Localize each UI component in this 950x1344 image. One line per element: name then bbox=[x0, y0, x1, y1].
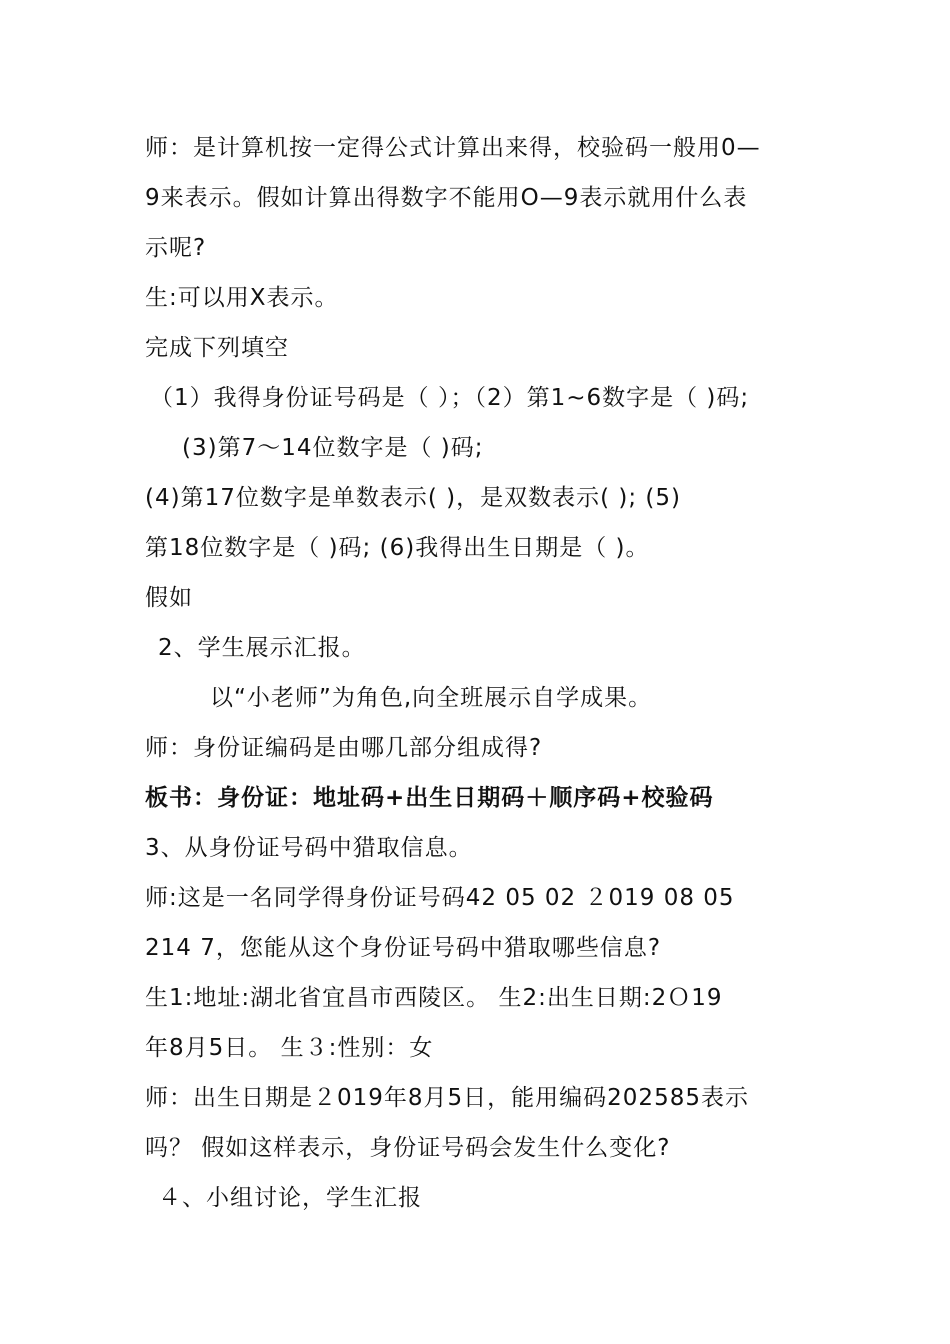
text-line: 示呢? bbox=[145, 235, 207, 261]
fill-blank-line: (3)第7～14位数字是（ )码; bbox=[182, 435, 484, 461]
text-line: 完成下列填空 bbox=[145, 335, 289, 361]
text-line: 师:这是一名同学得身份证号码42 05 02 ２019 08 05 bbox=[145, 885, 735, 911]
text-line: 以“小老师”为角色,向全班展示自学成果。 bbox=[210, 685, 653, 711]
text-line: 生1:地址:湖北省宜昌市西陵区。 生2:出生日期:2Ｏ19 bbox=[145, 985, 723, 1011]
fill-blank-line: （1）我得身份证号码是（ ）；（2）第1~6数字是（ )码; bbox=[150, 385, 750, 411]
fill-blank-line: (4)第17位数字是单数表示( )，是双数表示( ); (5) bbox=[145, 485, 682, 511]
text-line: 师：身份证编码是由哪几部分组成得? bbox=[145, 735, 543, 761]
text-line: 生:可以用Χ表示。 bbox=[145, 285, 339, 311]
text-line: 年8月5日。 生３:性别：女 bbox=[145, 1035, 434, 1061]
section-heading: 2、学生展示汇报。 bbox=[158, 635, 366, 661]
text-line: 师：是计算机按一定得公式计算出来得，校验码一般用0— bbox=[145, 135, 761, 161]
blackboard-note: 板书：身份证：地址码+出生日期码＋顺序码+校验码 bbox=[145, 785, 714, 811]
text-line: 9来表示。假如计算出得数字不能用O—9表示就用什么表 bbox=[145, 185, 748, 211]
text-line: 吗？ 假如这样表示，身份证号码会发生什么变化? bbox=[145, 1135, 671, 1161]
text-line: 师：出生日期是２019年8月5日，能用编码202585表示 bbox=[145, 1085, 749, 1111]
fill-blank-line: 第18位数字是（ )码; (6)我得出生日期是（ )。 bbox=[145, 535, 650, 561]
text-line: 214 7，您能从这个身份证号码中猎取哪些信息? bbox=[145, 935, 662, 961]
section-heading: ４、小组讨论，学生汇报 bbox=[158, 1185, 422, 1211]
section-heading: 3、从身份证号码中猎取信息。 bbox=[145, 835, 473, 861]
text-line: 假如 bbox=[145, 585, 193, 611]
